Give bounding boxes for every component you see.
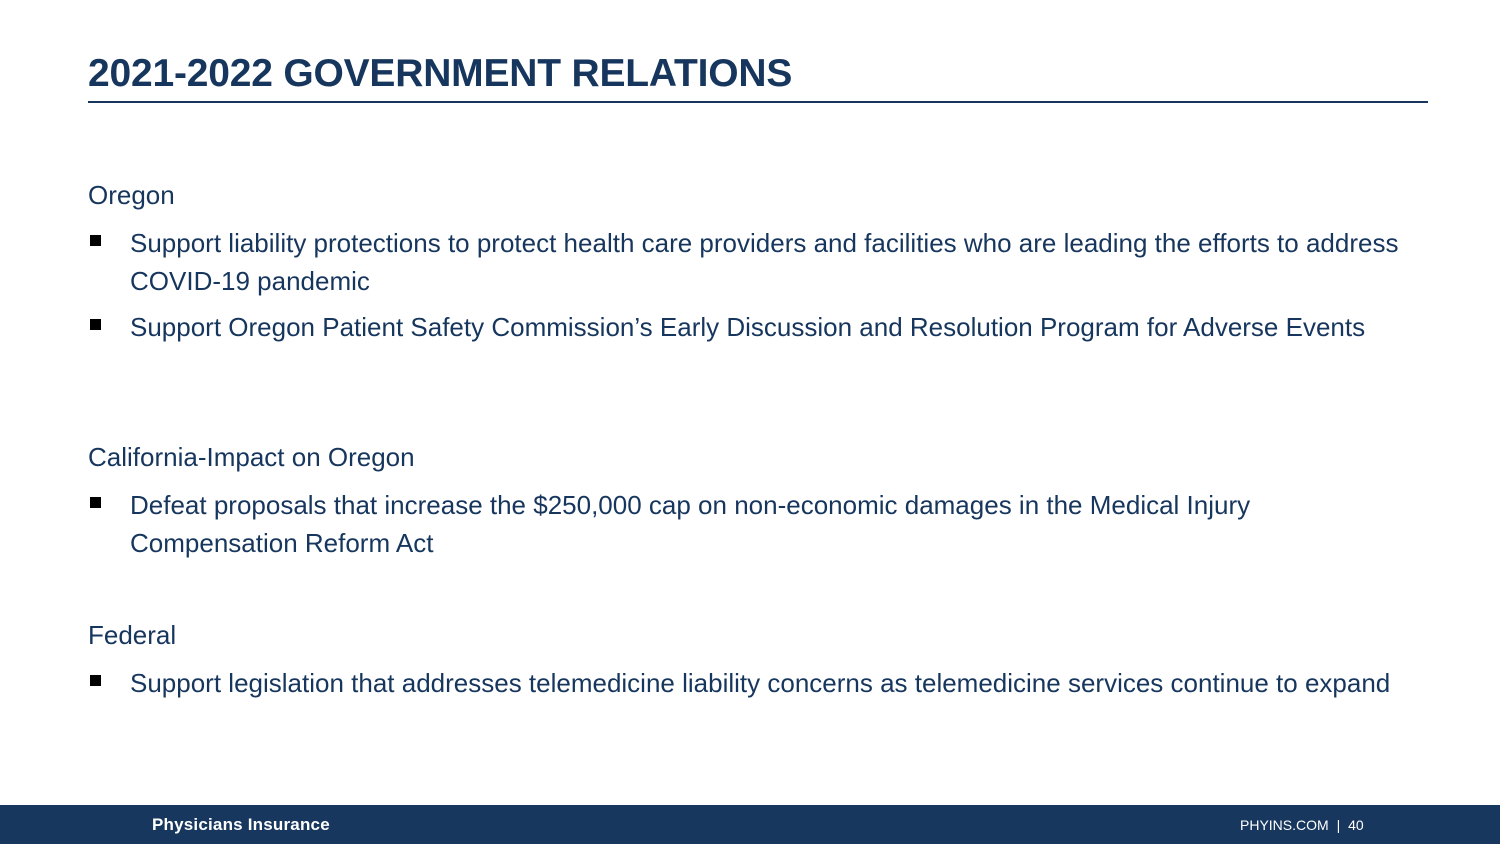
- square-bullet-icon: [90, 675, 101, 686]
- bullet-item: [88, 486, 1418, 562]
- bullet-text: Support legislation that addresses telemedicine liability concerns as telemedicine services continue to expand: [130, 668, 1391, 698]
- title-divider: [88, 101, 1428, 103]
- square-bullet-icon: [90, 319, 101, 330]
- footer-separator: |: [1336, 817, 1341, 833]
- page-number: 40: [1348, 817, 1364, 833]
- bullet-text: Support liability protections to protect health care providers and facilities who are leading the efforts to address COVID-19 pandemic: [130, 228, 1399, 296]
- section-heading-oregon: Oregon: [88, 180, 175, 210]
- bullet-text: Support Oregon Patient Safety Commission’s Early Discussion and Resolution Program for Adverse Events: [130, 312, 1366, 342]
- brand-logo-text: Physicians Insurance: [152, 815, 330, 834]
- square-bullet-icon: [90, 497, 101, 508]
- bullet-item: [88, 308, 1418, 346]
- footer-site: PHYINS.COM: [1240, 817, 1329, 833]
- footer-bar: [0, 805, 1500, 844]
- slide-title: 2021-2022 GOVERNMENT RELATIONS: [88, 52, 793, 95]
- footer-page-info: [1240, 817, 1364, 833]
- bullet-text: Defeat proposals that increase the $250,000 cap on non-economic damages in the Medical Injury Compensation Reform Act: [130, 490, 1251, 558]
- section-heading-federal: Federal: [88, 620, 177, 650]
- section-heading-california: California-Impact on Oregon: [88, 442, 415, 472]
- square-bullet-icon: [90, 235, 101, 246]
- bullet-item: [88, 224, 1418, 300]
- bullet-item: [88, 664, 1418, 702]
